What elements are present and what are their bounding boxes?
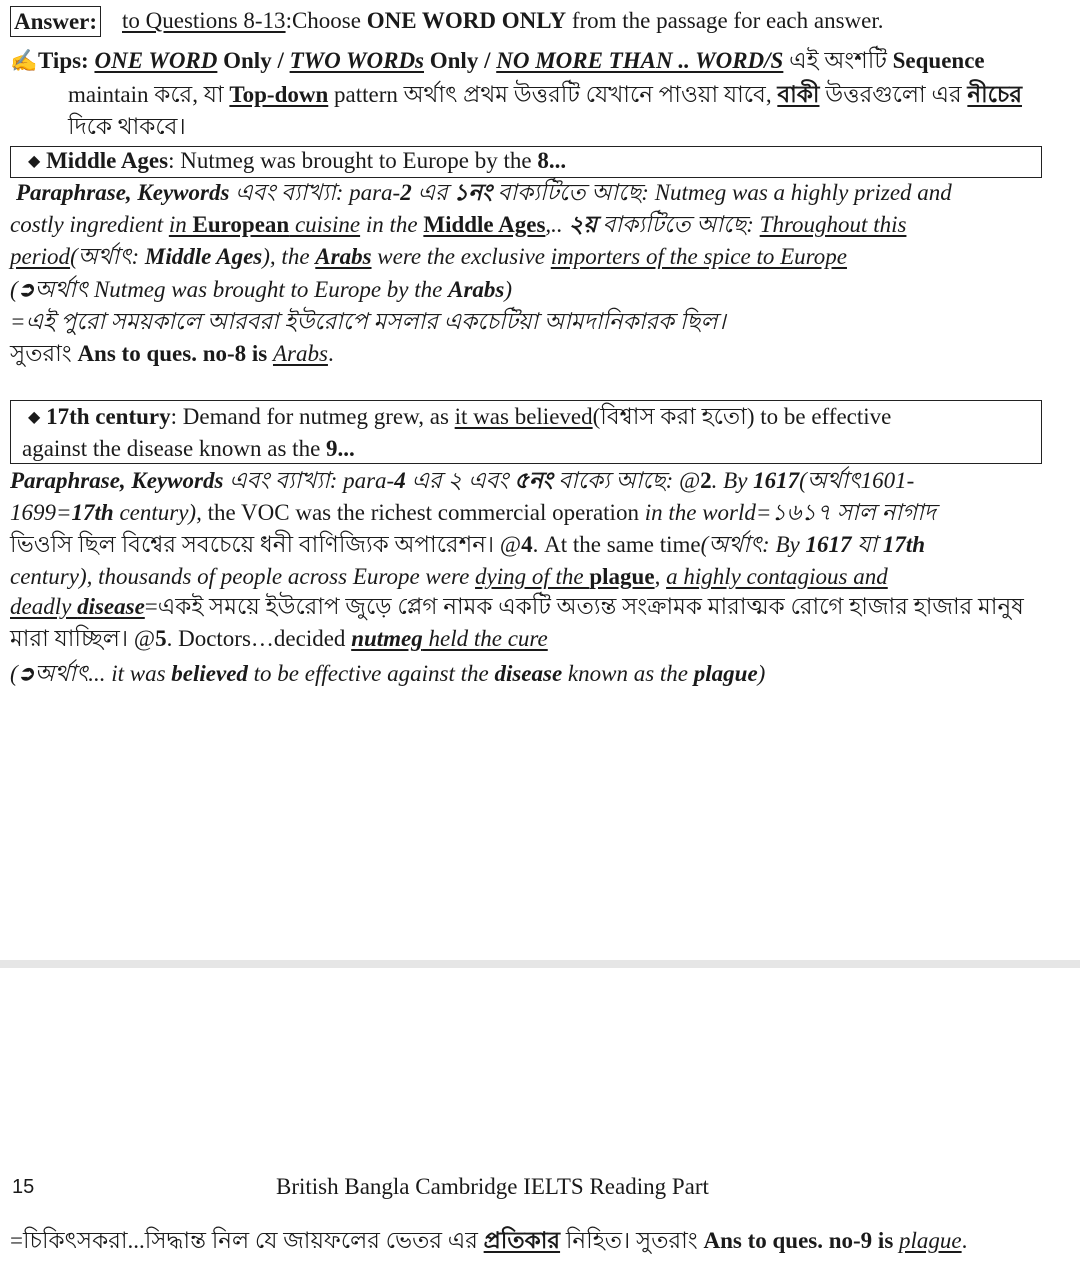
- q8-para-line-1: Paraphrase, Keywords এবং ব্যাখ্যা: para-2 এর ১নং বাক্যটিতে আছে: Nutmeg was a highly prized and: [16, 180, 952, 205]
- q9-para-line-5: deadly disease=একই সময়ে ইউরোপ জুড়ে প্লেগ নামক একটি অত্যন্ত সংক্রামক মারাত্মক রোগে হাজার হাজার মানুষ: [10, 594, 1024, 619]
- q8-para-line-4: (➲অর্থাৎ Nutmeg was brought to Europe by the Arabs): [10, 275, 512, 305]
- question-8-statement: ◆ Middle Ages: Nutmeg was brought to Europe by the 8...: [28, 148, 567, 173]
- pen-icon: ✍: [10, 48, 38, 73]
- q8-translation-line: =এই পুরো সময়কালে আরবরা ইউরোপে মসলার একচেটিয়া আমদানিকারক ছিল।: [10, 309, 726, 334]
- tips-line-2: maintain করে, যা Top-down pattern অর্থাৎ প্রথম উত্তরটি যেখানে পাওয়া যাবে, বাকী উত্তরগুলো এর নীচের: [68, 82, 1022, 107]
- q9-para-line-1: Paraphrase, Keywords এবং ব্যাখ্যা: para-4 এর ২ এবং ৫নং বাক্যে আছে: @2. By 1617(অর্থাৎ1601-: [10, 468, 915, 493]
- arrow-right-icon: ➲: [17, 663, 35, 685]
- question-9-statement-line-2: against the disease known as the 9...: [22, 436, 355, 461]
- question-9-statement-line-1: ◆ 17th century: Demand for nutmeg grew, as it was believed(বিশ্বাস করা হতো) to be effective: [28, 404, 892, 429]
- tips-line-3: দিকে থাকবে।: [68, 114, 186, 139]
- answer-label: Answer:: [10, 6, 101, 37]
- q9-para-line-6: মারা যাচ্ছিল। @5. Doctors…decided nutmeg held the cure: [10, 626, 548, 651]
- instruction-heading: to Questions 8-13:Choose ONE WORD ONLY from the passage for each answer.: [122, 8, 884, 33]
- q9-para-line-3: ভিওসি ছিল বিশ্বের সবচেয়ে ধনী বাণিজ্যিক অপারেশন। @4. At the same time(অর্থাৎ: By 1617 যা 17th: [10, 532, 926, 557]
- page-divider: [0, 960, 1080, 968]
- q9-answer-line: =চিকিৎসকরা...সিদ্ধান্ত নিল যে জায়ফলের ভেতর এর প্রতিকার নিহিত। সুতরাং Ans to ques. no-9 is plague.: [10, 1228, 968, 1253]
- bullet-diamond-icon: ◆: [28, 153, 41, 170]
- arrow-right-icon: ➲: [17, 279, 35, 301]
- q9-para-line-2: 1699=17th century), the VOC was the richest commercial operation in the world=১৬১৭ সাল নাগাদ: [10, 500, 936, 525]
- q9-para-line-7: (➲অর্থাৎ... it was believed to be effective against the disease known as the plague): [10, 659, 765, 689]
- q8-para-line-2: costly ingredient in European cuisine in the Middle Ages,.. ২য় বাক্যটিতে আছে: Throughout this: [10, 212, 907, 237]
- footer-title: British Bangla Cambridge IELTS Reading Part: [276, 1174, 709, 1199]
- q8-answer-line: সুতরাং Ans to ques. no-8 is Arabs.: [10, 341, 334, 366]
- q8-para-line-3: period(অর্থাৎ: Middle Ages), the Arabs were the exclusive importers of the spice to Europe: [10, 244, 847, 269]
- page-number: 15: [12, 1176, 35, 1198]
- tips-line: ✍Tips: ONE WORD Only / TWO WORDs Only / NO MORE THAN .. WORD/S এই অংশটি Sequence: [10, 46, 985, 76]
- q9-para-line-4: century), thousands of people across Europe were dying of the plague, a highly contagious and: [10, 564, 888, 589]
- bullet-diamond-icon: ◆: [28, 409, 41, 426]
